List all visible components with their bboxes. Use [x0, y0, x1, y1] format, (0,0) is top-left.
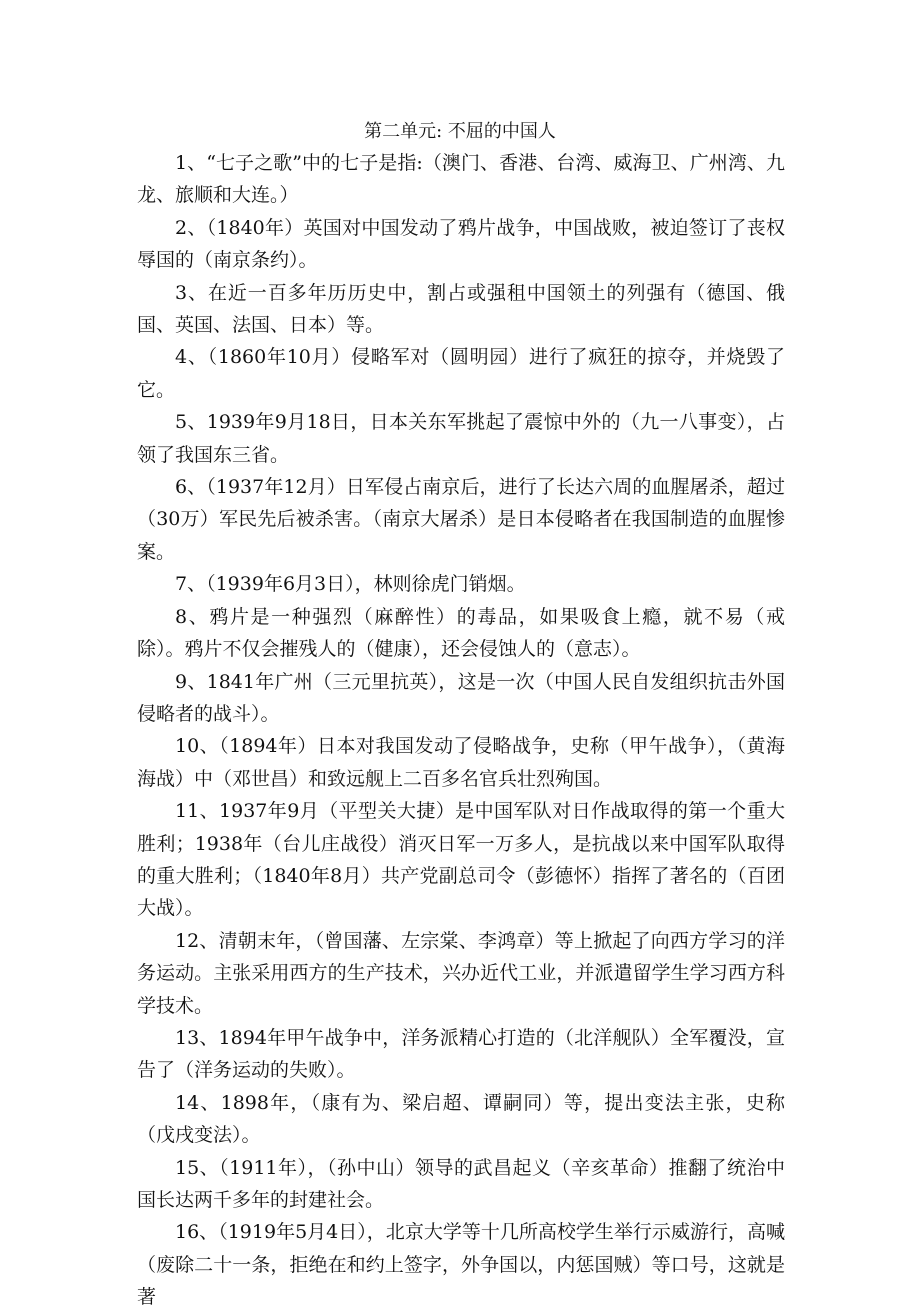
paragraph-16: 16、（1919年5月4日），北京大学等十几所高校学生举行示威游行，高喊（废除二十一条，拒绝在和约上签字，外争国以，内惩国贼）等口号，这就是著 — [137, 1221, 785, 1309]
paragraph-6: 6、（1937年12月）日军侵占南京后，进行了长达六周的血腥屠杀，超过（30万）军民先后被杀害。（南京大屠杀）是日本侵略者在我国制造的血腥惨案。 — [137, 476, 785, 563]
paragraph-10: 10、（1894年）日本对我国发动了侵略战争，史称（甲午战争），（黄海海战）中（邓世昌）和致远舰上二百多名官兵壮烈殉国。 — [137, 735, 785, 790]
paragraph-3: 3、在近一百多年历历史中，割占或强租中国领土的列强有（德国、俄国、英国、法国、日本）等。 — [137, 281, 785, 337]
paragraph-11: 11、1937年9月（平型关大捷）是中国军队对日作战取得的第一个重大胜利；1938年（台儿庄战役）消灭日军一万多人，是抗战以来中国军队取得的重大胜利；（1840年8月）共产党副总司令（彭德怀）指挥了著名的（百团大战）。 — [137, 800, 785, 920]
paragraph-2: 2、（1840年）英国对中国发动了鸦片战争，中国战败，被迫签订了丧权辱国的（南京条约）。 — [137, 216, 785, 272]
paragraph-8: 8、鸦片是一种强烈（麻醉性）的毒品，如果吸食上瘾，就不易（戒除）。鸦片不仅会摧残人的（健康），还会侵蚀人的（意志）。 — [137, 605, 785, 661]
paragraph-7: 7、（1939年6月3日），林则徐虎门销烟。 — [175, 573, 526, 596]
paragraph-5: 5、1939年9月18日，日本关东军挑起了震惊中外的（九一八事变），占领了我国东三省。 — [137, 411, 785, 466]
paragraph-12: 12、清朝末年，（曾国藩、左宗棠、李鸿章）等上掀起了向西方学习的洋务运动。主张采用西方的生产技术，兴办近代工业，并派遣留学生学习西方科学技术。 — [137, 929, 785, 1017]
paragraph-14: 14、1898年，（康有为、梁启超、谭嗣同）等，提出变法主张，史称（戊戌变法）。 — [137, 1091, 785, 1147]
document-title: 第二单元: 不屈的中国人 — [364, 121, 556, 142]
paragraph-15: 15、（1911年），（孙中山）领导的武昌起义（辛亥革命）推翻了统治中国长达两千多年的封建社会。 — [137, 1156, 785, 1211]
paragraph-4: 4、（1860年10月）侵略军对（圆明园）进行了疯狂的掠夺，并烧毁了它。 — [137, 346, 785, 401]
document-body — [137, 147, 785, 1314]
paragraph-13: 13、1894年甲午战争中，洋务派精心打造的（北洋舰队）全军覆没，宣告了（洋务运动的失败）。 — [137, 1026, 785, 1082]
paragraph-1: 1、“七子之歌”中的七子是指:（澳门、香港、台湾、威海卫、广州湾、九龙、旅顺和大连。） — [137, 152, 785, 207]
paragraph-9: 9、1841年广州（三元里抗英），这是一次（中国人民自发组织抗击外国侵略者的战斗）。 — [137, 670, 785, 725]
